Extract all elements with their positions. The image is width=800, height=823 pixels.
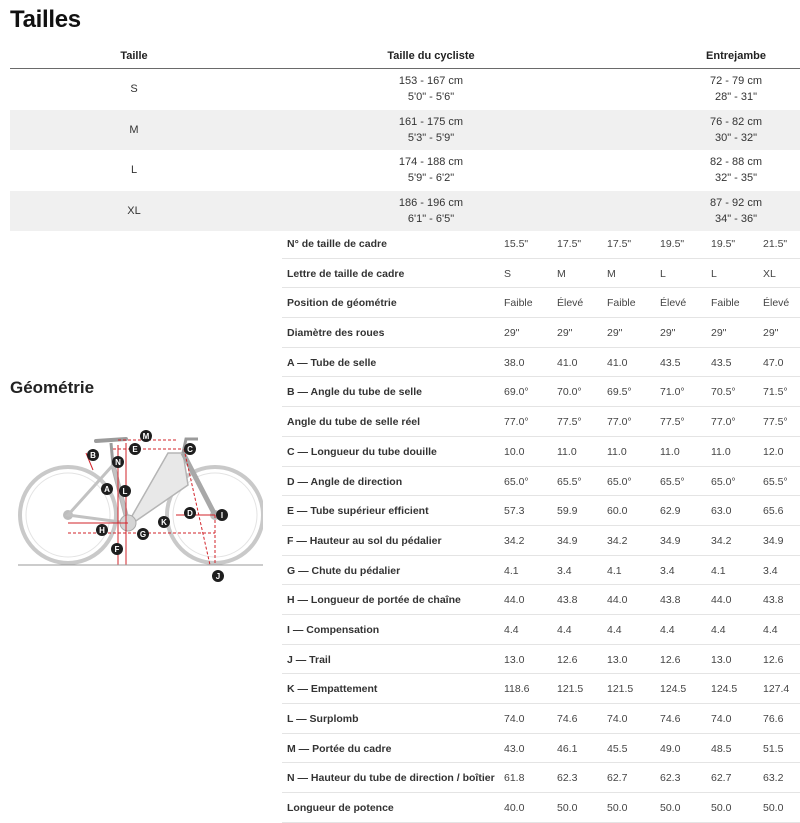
geometry-value: 70.5°	[711, 386, 736, 399]
inseam-cm: 76 - 82 cm	[710, 115, 762, 128]
svg-text:I: I	[220, 511, 224, 520]
geometry-value: 19.5"	[660, 238, 685, 250]
geometry-row	[282, 259, 800, 289]
inseam-in: 28" - 31"	[714, 91, 758, 103]
geometry-value: 3.4	[660, 564, 675, 577]
geometry-value: 74.0	[607, 713, 628, 725]
geometry-value: 50.0	[607, 802, 628, 815]
geometry-value: 12.6	[660, 653, 681, 666]
size-cell-group	[399, 73, 463, 105]
geometry-value: 3.4	[763, 564, 778, 577]
geometry-value: 44.0	[504, 594, 525, 607]
size-cell: S	[130, 83, 138, 95]
geometry-row-label: D — Angle de direction	[287, 475, 403, 488]
geometry-value: 11.0	[557, 445, 577, 458]
geometry-value: 17.5"	[607, 238, 632, 250]
svg-text:E: E	[132, 445, 138, 454]
geometry-value: 43.0	[504, 742, 525, 755]
geometry-row	[282, 734, 800, 764]
geometry-value: 74.6	[660, 713, 681, 725]
size-cell-group	[710, 73, 762, 105]
geometry-table	[282, 229, 800, 823]
geometry-value: 49.0	[660, 742, 681, 755]
size-cell-group	[399, 195, 463, 227]
geometry-value: 34.9	[660, 534, 681, 547]
geometry-value: 13.0	[504, 653, 525, 666]
geometry-value: 4.1	[711, 564, 726, 577]
marker-J-icon	[212, 570, 224, 582]
svg-text:B: B	[90, 451, 96, 460]
geometry-value: Faible	[711, 297, 740, 310]
geometry-value: 77.0°	[607, 416, 632, 429]
geometry-value: 59.9	[557, 505, 578, 518]
geometry-value: 60.0	[607, 505, 628, 518]
geometry-row-label: N — Hauteur du tube de direction / boîtier	[287, 772, 495, 785]
inseam-cm: 82 - 88 cm	[710, 156, 762, 168]
geometry-value: L	[660, 267, 666, 280]
geometry-row	[282, 377, 800, 407]
geometry-value: 62.7	[607, 772, 628, 785]
rider-height-ft: 5'0" - 5'6"	[407, 91, 455, 103]
marker-I-icon	[216, 509, 228, 521]
geometry-value: 29"	[711, 327, 727, 340]
geometry-value: 51.5	[763, 742, 784, 755]
rider-height-cm: 174 - 188 cm	[398, 156, 464, 168]
geometry-value: 11.0	[607, 445, 627, 458]
geometry-value: 34.2	[607, 534, 628, 547]
geometry-value: 13.0	[607, 653, 628, 666]
geometry-value: 46.1	[557, 742, 578, 755]
size-cell: M	[129, 123, 139, 136]
geometry-value: 45.5	[607, 742, 628, 755]
geometry-row	[282, 407, 800, 437]
geometry-row-label: B — Angle du tube de selle	[287, 386, 422, 399]
geometry-value: Élevé	[763, 297, 790, 310]
sizes-table-header	[10, 42, 800, 69]
geometry-row-label: H — Longueur de portée de chaîne	[287, 594, 461, 607]
geometry-value: 118.6	[504, 683, 530, 696]
geometry-value: 50.0	[660, 802, 681, 815]
geometry-value: 4.4	[504, 623, 519, 636]
geometry-row	[282, 288, 800, 318]
geometry-value: 50.0	[763, 802, 784, 815]
svg-text:H: H	[99, 526, 105, 535]
geometry-value: 43.5	[711, 356, 732, 369]
svg-text:J: J	[215, 572, 221, 581]
geometry-value: 61.8	[504, 772, 525, 785]
size-row	[10, 69, 800, 110]
geometry-value: 34.2	[504, 534, 525, 547]
inseam-cm: 87 - 92 cm	[710, 196, 762, 209]
geometry-value: 62.3	[660, 772, 681, 785]
marker-A-icon	[101, 483, 113, 495]
geometry-row	[282, 526, 800, 556]
svg-text:M: M	[142, 432, 150, 441]
geometry-row-label: L — Surplomb	[287, 713, 359, 725]
geometry-value: Faible	[504, 297, 533, 310]
geometry-row-label: F — Hauteur au sol du pédalier	[287, 534, 442, 547]
svg-text:C: C	[187, 445, 193, 454]
geometry-value: 127.4	[763, 683, 790, 696]
page-title: Tailles	[10, 6, 81, 33]
geometry-value: 34.2	[711, 534, 732, 547]
svg-text:L: L	[122, 487, 128, 496]
geometry-value: 4.4	[557, 623, 572, 636]
geometry-value: 3.4	[557, 564, 572, 577]
header-rider-height: Taille du cycliste	[387, 50, 475, 62]
geometry-value: 63.2	[763, 772, 784, 785]
geometry-row-label: Longueur de potence	[287, 802, 394, 815]
geometry-value: 44.0	[711, 594, 732, 607]
geometry-value: 38.0	[504, 356, 525, 369]
size-cell-group	[130, 81, 137, 97]
geometry-value: 65.5°	[763, 475, 788, 488]
geometry-value: 17.5"	[557, 238, 582, 250]
geometry-value: 4.1	[607, 564, 622, 577]
svg-text:G: G	[139, 530, 147, 539]
geometry-value: 4.4	[607, 623, 622, 636]
geometry-row-label: Position de géométrie	[287, 297, 397, 310]
geometry-value: 65.6	[763, 505, 784, 518]
geometry-row	[282, 645, 800, 675]
geometry-value: 63.0	[711, 505, 732, 518]
sizes-table	[10, 42, 800, 231]
geometry-value: 62.7	[711, 772, 732, 785]
geometry-value: 21.5"	[763, 238, 788, 250]
size-cell-group	[710, 114, 762, 146]
rider-height-ft: 5'9" - 6'2"	[407, 172, 455, 184]
geometry-value: L	[711, 267, 717, 280]
geometry-value: 74.0	[711, 713, 732, 725]
geometry-value: 29"	[660, 327, 676, 340]
geometry-row-label: Diamètre des roues	[287, 327, 385, 340]
geometry-value: 4.4	[711, 623, 726, 636]
geometry-value: 48.5	[711, 742, 732, 755]
size-cell-group	[710, 195, 762, 227]
geometry-row-label: Lettre de taille de cadre	[287, 267, 405, 280]
size-cell: L	[130, 164, 138, 176]
geometry-row	[282, 674, 800, 704]
geometry-value: 29"	[763, 327, 779, 340]
geometry-value: 74.0	[504, 713, 525, 725]
geometry-value: 50.0	[711, 802, 732, 815]
geometry-value: 74.6	[557, 713, 578, 725]
header-size: Taille	[120, 50, 148, 62]
geometry-value: 41.0	[557, 356, 578, 369]
geometry-value: 65.0°	[504, 475, 529, 488]
marker-C-icon	[184, 443, 196, 455]
geometry-row	[282, 437, 800, 467]
geometry-row	[282, 496, 800, 526]
size-cell-group	[399, 114, 463, 146]
svg-text:A: A	[104, 485, 110, 494]
geometry-row	[282, 615, 800, 645]
geometry-value: 11.0	[660, 445, 680, 458]
geometry-row-label: A — Tube de selle	[287, 356, 377, 369]
header-inseam: Entrejambe	[706, 50, 766, 62]
geometry-value: 57.3	[504, 505, 525, 518]
geometry-row	[282, 704, 800, 734]
geometry-value: 34.9	[763, 534, 784, 547]
geometry-value: 15.5"	[504, 238, 529, 250]
geometry-value: 12.6	[557, 653, 578, 666]
size-cell: XL	[127, 204, 141, 217]
geometry-value: Élevé	[660, 297, 687, 310]
geometry-value: 77.0°	[711, 416, 736, 429]
size-row	[10, 191, 800, 232]
svg-text:N: N	[115, 458, 121, 467]
geometry-row-label: K — Empattement	[287, 683, 378, 696]
geometry-value: 69.0°	[504, 386, 529, 399]
size-cell-group	[399, 154, 463, 186]
marker-D-icon	[184, 507, 196, 519]
marker-B-icon	[87, 449, 99, 461]
svg-text:D: D	[187, 509, 193, 518]
rider-height-ft: 5'3" - 5'9"	[407, 131, 455, 144]
geometry-row	[282, 229, 800, 259]
geometry-row-label: I — Compensation	[287, 623, 380, 636]
geometry-value: 121.5	[607, 683, 634, 696]
geometry-value: 47.0	[763, 356, 784, 369]
size-row	[10, 110, 800, 151]
rider-height-ft: 6'1" - 6'5"	[407, 212, 455, 225]
geometry-value: XL	[763, 267, 776, 280]
geometry-row	[282, 793, 800, 823]
marker-E-icon	[129, 443, 141, 455]
geometry-row-label: N° de taille de cadre	[287, 238, 387, 250]
geometry-value: 4.4	[763, 623, 778, 636]
geometry-value: 29"	[607, 327, 623, 340]
geometry-value: 44.0	[607, 594, 628, 607]
geometry-value: 124.5	[660, 683, 687, 696]
geometry-row	[282, 585, 800, 615]
geometry-value: 77.5°	[557, 416, 582, 429]
geometry-row-label: G — Chute du pédalier	[287, 564, 401, 577]
geometry-row	[282, 467, 800, 497]
marker-L-icon	[119, 485, 131, 497]
geometry-value: 43.5	[660, 356, 681, 369]
geometry-value: M	[557, 267, 566, 280]
geometry-heading: Géométrie	[10, 378, 95, 397]
geometry-value: 13.0	[711, 653, 732, 666]
geometry-row-label: C — Longueur du tube douille	[287, 445, 437, 458]
geometry-value: 70.0°	[557, 386, 582, 399]
marker-N-icon	[112, 456, 124, 468]
geometry-value: 65.0°	[711, 475, 736, 488]
geometry-value: 65.5°	[660, 475, 685, 488]
geometry-value: 121.5	[557, 683, 584, 696]
geometry-value: Élevé	[557, 297, 584, 310]
inseam-cm: 72 - 79 cm	[710, 75, 762, 87]
svg-text:F: F	[114, 545, 120, 554]
geometry-value: 29"	[557, 327, 573, 340]
inseam-in: 30" - 32"	[714, 131, 758, 144]
geometry-value: 69.5°	[607, 386, 632, 399]
geometry-value: 71.0°	[660, 386, 685, 399]
geometry-row-label: J — Trail	[287, 653, 331, 666]
marker-F-icon	[111, 543, 123, 555]
inseam-in: 34" - 36"	[714, 212, 758, 225]
size-cell-group	[710, 154, 762, 186]
geometry-value: Faible	[607, 297, 636, 310]
geometry-value: 77.0°	[504, 416, 529, 429]
geometry-value: 12.6	[763, 653, 784, 666]
geometry-value: 19.5"	[711, 238, 736, 250]
geometry-row	[282, 318, 800, 348]
geometry-row	[282, 556, 800, 586]
geometry-value: 65.0°	[607, 475, 632, 488]
marker-M-icon	[140, 430, 152, 442]
rider-height-cm: 186 - 196 cm	[398, 196, 464, 209]
rider-height-cm: 161 - 175 cm	[398, 115, 464, 128]
geometry-value: 12.0	[763, 445, 784, 458]
geometry-value: 65.5°	[557, 475, 582, 488]
geometry-value: 71.5°	[763, 386, 788, 399]
geometry-value: 40.0	[504, 802, 525, 815]
size-row	[10, 150, 800, 191]
geometry-value: 43.8	[557, 594, 578, 607]
geometry-value: 77.5°	[660, 416, 685, 429]
geometry-value: 11.0	[711, 445, 731, 458]
geometry-value: 77.5°	[763, 416, 788, 429]
geometry-value: 10.0	[504, 445, 525, 458]
geometry-value: 62.9	[660, 505, 681, 518]
geometry-value: 43.8	[660, 594, 681, 607]
size-cell-group	[131, 162, 137, 178]
geometry-value: 76.6	[763, 713, 784, 725]
geometry-value: M	[607, 267, 616, 280]
marker-K-icon	[158, 516, 170, 528]
marker-G-icon	[137, 528, 149, 540]
size-cell-group	[127, 203, 140, 219]
geometry-value: 124.5	[711, 683, 738, 696]
geometry-row	[282, 763, 800, 793]
rider-height-cm: 153 - 167 cm	[398, 75, 464, 87]
geometry-row	[282, 348, 800, 378]
geometry-value: 43.8	[763, 594, 784, 607]
geometry-value: S	[504, 267, 512, 280]
geometry-value: 4.1	[504, 564, 519, 577]
geometry-row-label: E — Tube supérieur efficient	[287, 505, 429, 518]
geometry-value: 29"	[504, 327, 520, 340]
bike-geometry-diagram	[18, 425, 263, 590]
geometry-row-label: Angle du tube de selle réel	[287, 416, 421, 429]
geometry-value: 4.4	[660, 623, 675, 636]
geometry-row-label: M — Portée du cadre	[287, 742, 392, 755]
marker-H-icon	[96, 524, 108, 536]
geometry-value: 62.3	[557, 772, 578, 785]
inseam-in: 32" - 35"	[714, 172, 758, 184]
svg-text:K: K	[161, 518, 167, 527]
geometry-value: 34.9	[557, 534, 578, 547]
size-cell-group	[129, 122, 138, 138]
geometry-value: 41.0	[607, 356, 628, 369]
geometry-value: 50.0	[557, 802, 578, 815]
